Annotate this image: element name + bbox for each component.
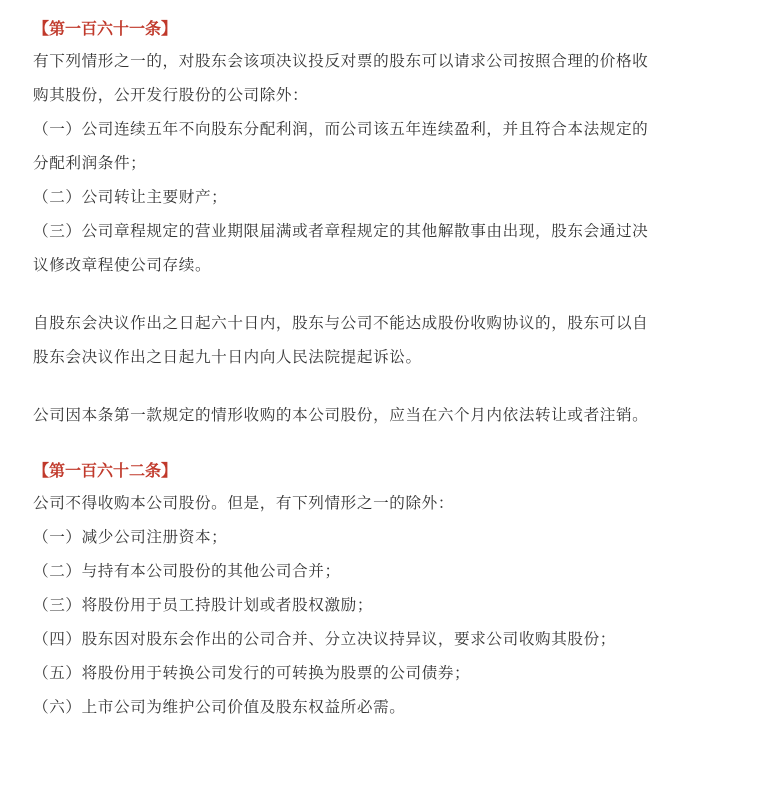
article-162-line-4: （三）将股份用于员工持股计划或者股权激励；: [33, 596, 374, 614]
article-161-line-6: （三）公司章程规定的营业期限届满或者章程规定的其他解散事由出现，股东会通过决: [33, 222, 649, 240]
article-162-line-6: （五）将股份用于转换公司发行的可转换为股票的公司债券；: [33, 664, 471, 682]
article-161-para2-line-2: 股东会决议作出之日起九十日内向人民法院提起诉讼。: [33, 348, 422, 366]
article-162-line-5: （四）股东因对股东会作出的公司合并、分立决议持异议，要求公司收购其股份；: [33, 630, 616, 648]
paragraph-spacer: [33, 282, 753, 306]
article-161-line-5: （二）公司转让主要财产；: [33, 188, 228, 206]
article-161-line-1: 有下列情形之一的，对股东会该项决议投反对票的股东可以请求公司按照合理的价格收: [33, 52, 649, 70]
article-161-clauses: [33, 44, 753, 282]
article-161-line-7: 议修改章程使公司存续。: [33, 256, 212, 274]
article-162-line-2: （一）减少公司注册资本；: [33, 528, 228, 546]
article-161-paragraph-3: [33, 398, 753, 432]
article-161-para2-line-1: 自股东会决议作出之日起六十日内，股东与公司不能达成股份收购协议的，股东可以自: [33, 314, 649, 332]
article-162-clauses: [33, 486, 753, 724]
paragraph-spacer: [33, 432, 753, 456]
article-161-paragraph-2: [33, 306, 753, 374]
article-162-line-1: 公司不得收购本公司股份。但是，有下列情形之一的除外：: [33, 494, 455, 512]
article-162-heading: 【第一百六十二条】: [33, 461, 178, 480]
paragraph-spacer: [33, 374, 753, 398]
article-161-heading: 【第一百六十一条】: [33, 19, 178, 38]
article-161-para3-line-1: 公司因本条第一款规定的情形收购的本公司股份，应当在六个月内依法转让或者注销。: [33, 406, 649, 424]
article-162-line-3: （二）与持有本公司股份的其他公司合并；: [33, 562, 341, 580]
article-161-line-3: （一）公司连续五年不向股东分配利润，而公司该五年连续盈利，并且符合本法规定的: [33, 120, 649, 138]
article-161-line-2: 购其股份，公开发行股份的公司除外：: [33, 86, 309, 104]
article-161-line-4: 分配利润条件；: [33, 154, 147, 172]
document-body: [33, 14, 753, 724]
article-162-line-7: （六）上市公司为维护公司价值及股东权益所必需。: [33, 698, 406, 716]
